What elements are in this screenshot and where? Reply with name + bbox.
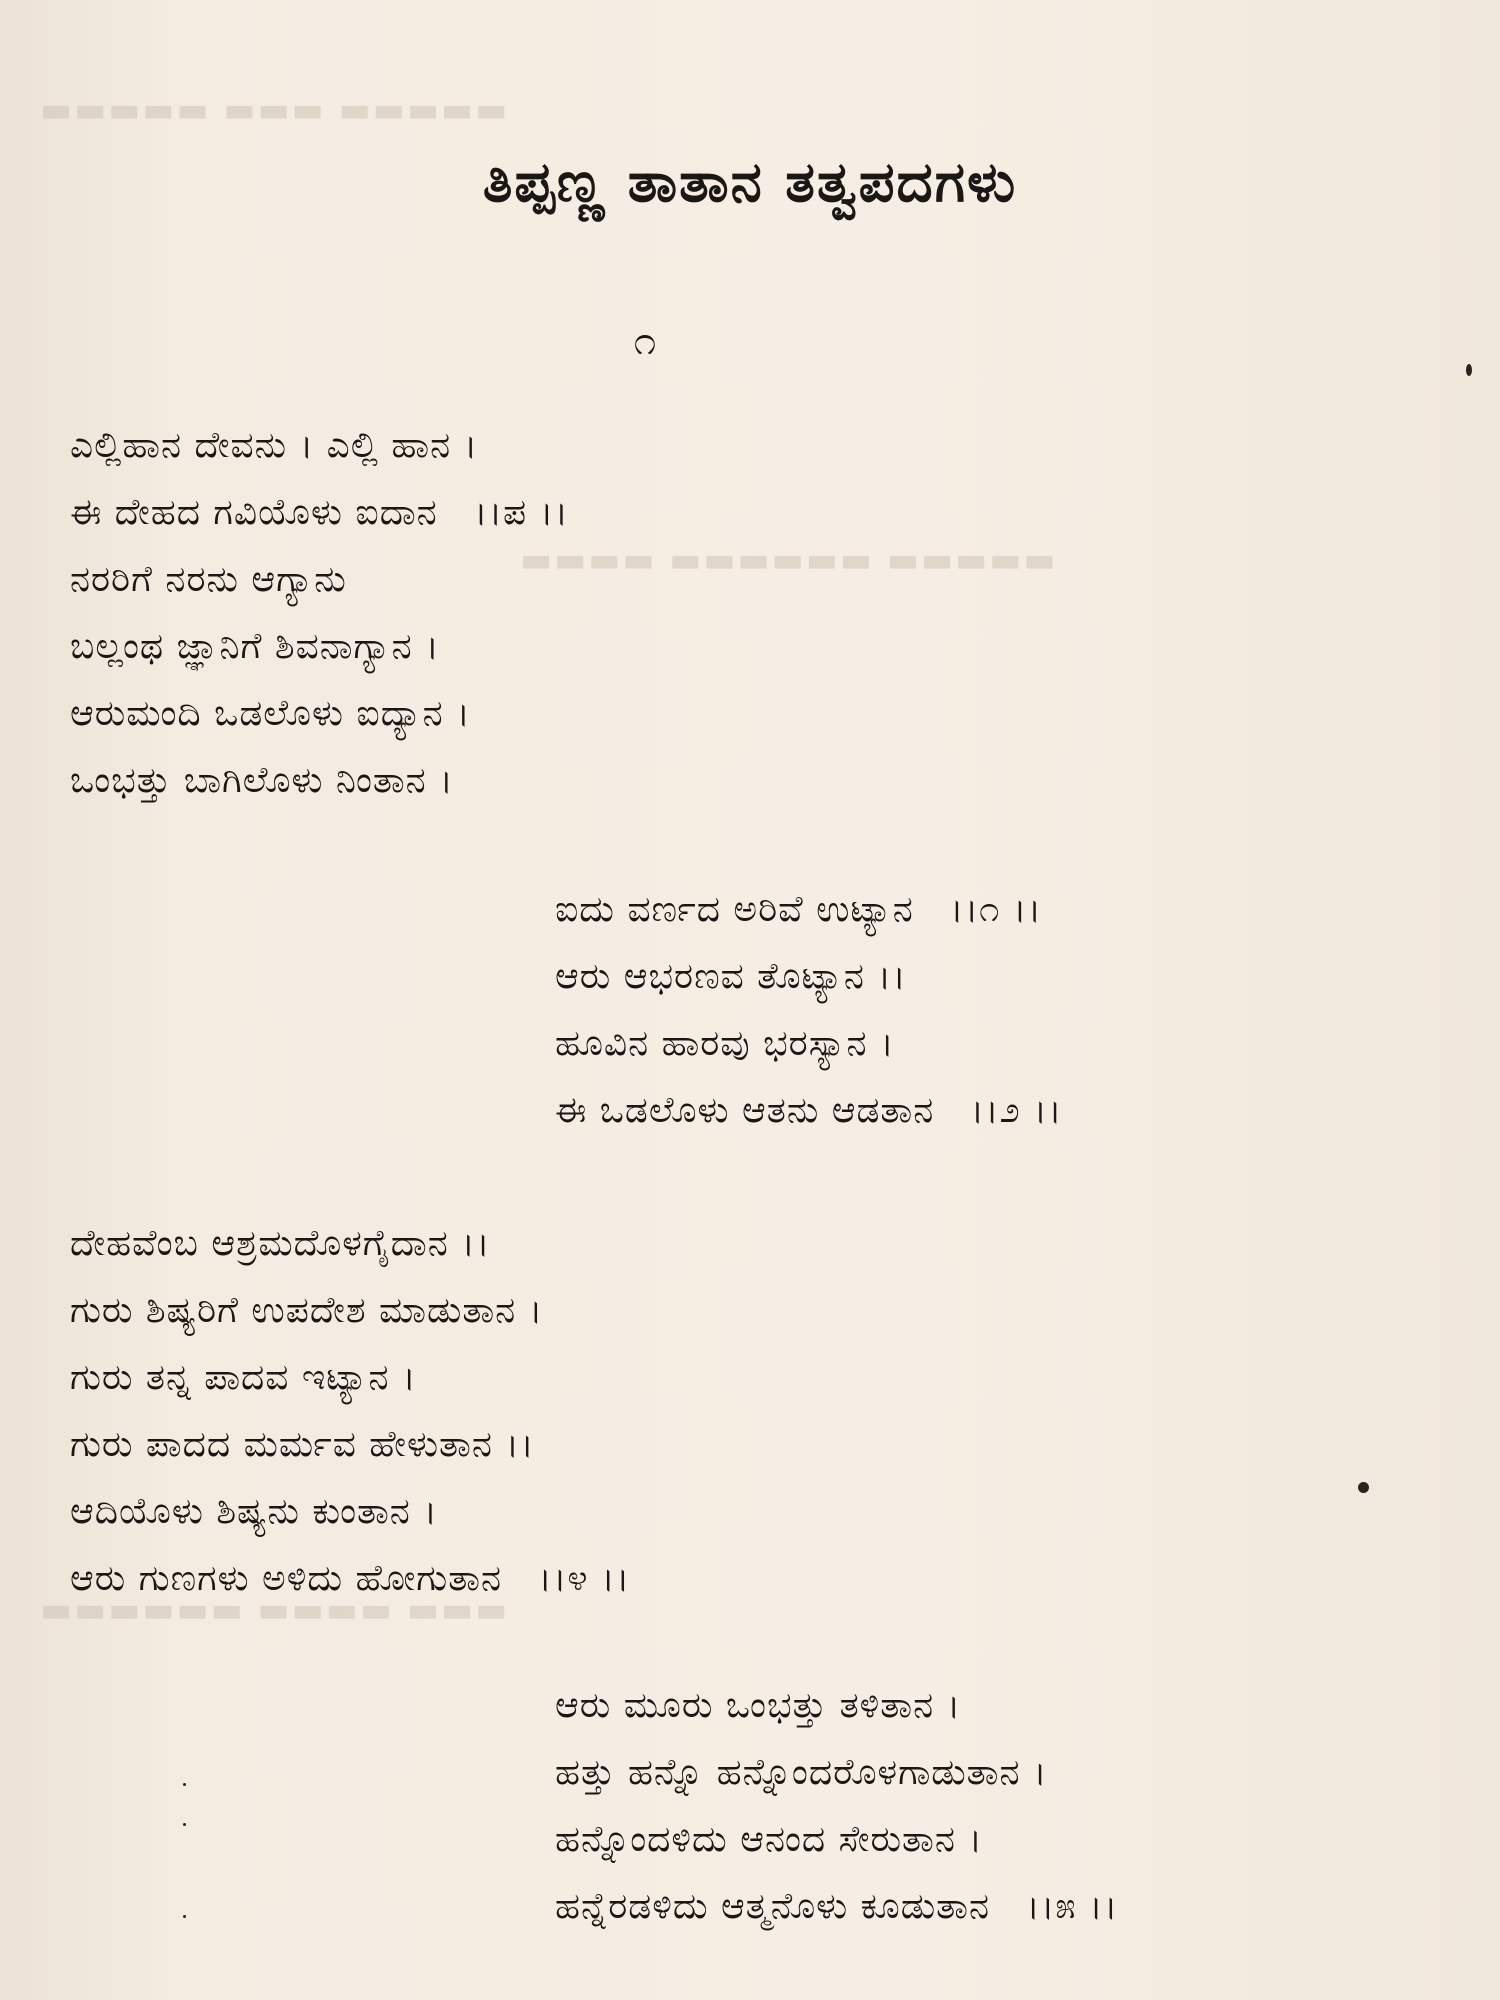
stanza-3	[70, 1210, 630, 1612]
verse-line: ಬಲ್ಲಂಥ ಜ್ಞಾನಿಗೆ ಶಿವನಾಗ್ಯಾನ ।	[70, 626, 440, 667]
verse-line: ಹನ್ನೊಂದಳಿದು ಆನಂದ ಸೇರುತಾನ ।	[555, 1819, 983, 1860]
stanza-2	[555, 876, 1063, 1144]
ink-speck	[183, 1783, 186, 1786]
verse-line: ಗುರು ತನ್ನ ಪಾದವ ಇಟ್ಯಾನ ।	[70, 1357, 417, 1398]
verse-line: ಆದಿಯೊಳು ಶಿಷ್ಯನು ಕುಂತಾನ ।	[70, 1491, 438, 1532]
bleed-through-texture: ▬▬▬▬ ▬▬▬▬▬▬ ▬▬▬▬▬	[520, 540, 1058, 580]
verse-marker: ।।೫ ।।	[1025, 1886, 1119, 1927]
verse-line: ಈ ದೇಹದ ಗವಿಯೊಳು ಐದಾನ ।।ಪ ।।	[70, 479, 569, 546]
page-title: ತಿಪ್ಪಣ್ಣ ತಾತಾನ ತತ್ವಪದಗಳು	[482, 150, 1018, 215]
verse-line: ಆರು ಮೂರು ಒಂಭತ್ತು ತಳಿತಾನ ।	[555, 1685, 962, 1726]
stanza-4	[555, 1672, 1118, 1940]
verse-line: ಎಲ್ಲಿಹಾನ ದೇವನು । ಎಲ್ಲಿ ಹಾನ ।	[70, 425, 479, 466]
verse-line: ಆರು ಗುಣಗಳು ಅಳಿದು ಹೋಗುತಾನ ।।೪ ।।	[70, 1545, 630, 1612]
verse-line: ನರರಿಗೆ ನರನು ಆಗ್ಯಾನು	[70, 559, 347, 600]
bleed-through-texture: ▬▬▬▬▬▬ ▬▬▬▬ ▬▬▬	[40, 1590, 510, 1630]
ink-speck	[183, 1915, 186, 1918]
verse-line: ಒಂಭತ್ತು ಬಾಗಿಲೊಳು ನಿಂತಾನ ।	[70, 760, 454, 801]
verse-marker: ।।೧ ।।	[949, 889, 1043, 930]
verse-line: ಹತ್ತು ಹನ್ನೊ ಹನ್ನೊಂದರೊಳಗಾಡುತಾನ ।	[555, 1752, 1048, 1793]
verse-marker: ।।ಪ ।।	[473, 492, 569, 533]
verse-marker: ।।೪ ।।	[538, 1558, 631, 1599]
verse-line: ಈ ಒಡಲೊಳು ಆತನು ಆಡತಾನ ।।೨ ।।	[555, 1077, 1063, 1144]
verse-line: ಐದು ವರ್ಣದ ಅರಿವೆ ಉಟ್ಯಾನ ।।೧ ।।	[555, 876, 1063, 943]
verse-line: ಹೂವಿನ ಹಾರವು ಭರಸ್ಯಾನ ।	[555, 1023, 895, 1064]
stanza-1	[70, 412, 569, 814]
ink-speck	[1466, 364, 1472, 376]
verse-line: ಹನ್ನೆರಡಳಿದು ಆತ್ಮನೊಳು ಕೂಡುತಾನ ।।೫ ।।	[555, 1873, 1118, 1940]
ink-speck	[183, 1823, 186, 1826]
verse-line: ಗುರು ಶಿಷ್ಯರಿಗೆ ಉಪದೇಶ ಮಾಡುತಾನ ।	[70, 1290, 544, 1331]
verse-line: ಆರುಮಂದಿ ಒಡಲೊಳು ಐದ್ಯಾನ ।	[70, 693, 471, 734]
ink-speck	[1358, 1482, 1369, 1493]
section-number: ೧	[633, 318, 657, 364]
verse-line: ಆರು ಆಭರಣವ ತೊಟ್ಯಾನ ।।	[555, 956, 907, 997]
verse-line: ಗುರು ಪಾದದ ಮರ್ಮವ ಹೇಳುತಾನ ।।	[70, 1424, 535, 1465]
verse-line: ದೇಹವೆಂಬ ಆಶ್ರಮದೊಳಗೈದಾನ ।।	[70, 1223, 491, 1264]
bleed-through-texture: ▬▬▬▬▬ ▬▬▬ ▬▬▬▬▬	[40, 90, 510, 130]
verse-marker: ।।೨ ।।	[970, 1090, 1063, 1131]
